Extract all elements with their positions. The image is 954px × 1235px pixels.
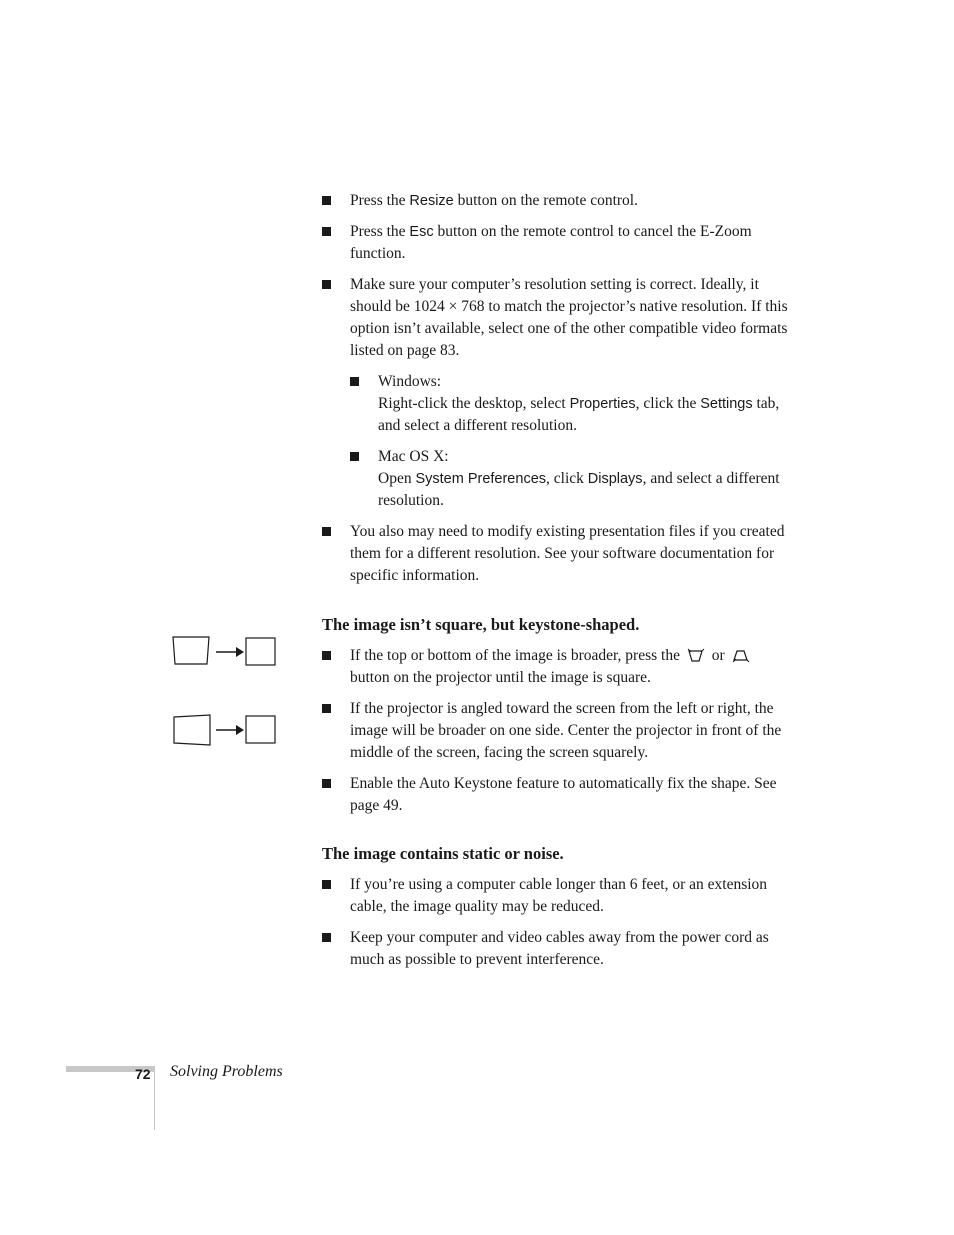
properties-label: Properties <box>569 396 636 412</box>
square-shape <box>246 716 275 743</box>
keystone-heading: The image isn’t square, but keystone-shaped. <box>322 615 640 634</box>
square-bullet-icon <box>322 196 331 205</box>
square-shape <box>246 638 275 665</box>
square-bullet-icon <box>322 227 331 236</box>
keystone-list <box>322 645 792 817</box>
square-bullet-icon <box>322 880 331 889</box>
list-item: If you’re using a computer cable longer than 6 feet, or an extension cable, the image quality may be reduced. <box>322 874 792 918</box>
square-bullet-icon <box>350 377 359 386</box>
list-item: Keep your computer and video cables away from the power cord as much as possible to prevent interference. <box>322 927 792 971</box>
noise-list <box>322 874 792 971</box>
list-item: Press the Resize button on the remote control. <box>322 190 792 212</box>
resize-button-label: Resize <box>409 193 454 209</box>
page-number: 72 <box>135 1066 151 1082</box>
square-bullet-icon <box>322 527 331 536</box>
square-bullet-icon <box>322 779 331 788</box>
windows-title: Windows: <box>378 373 442 390</box>
list-item: If the top or bottom of the image is broader, press the or button on the projector until the image is square. <box>322 645 792 689</box>
keystone-top-icon <box>687 648 705 663</box>
list-item: Enable the Auto Keystone feature to automatically fix the shape. See page 49. <box>322 773 792 817</box>
keystone-vertical-diagram <box>172 636 278 668</box>
keystone-shape <box>174 715 210 745</box>
square-bullet-icon <box>350 452 359 461</box>
resolution-list <box>322 190 792 587</box>
noise-heading: The image contains static or noise. <box>322 844 564 863</box>
keystone-horizontal-diagram <box>172 714 278 748</box>
keystone-bottom-icon <box>732 648 750 663</box>
mac-title: Mac OS X: <box>378 448 449 465</box>
right-arrow-head <box>236 725 244 735</box>
section-title: Solving Problems <box>170 1063 283 1080</box>
square-bullet-icon <box>322 651 331 660</box>
mac-subitem: Mac OS X: Open System Preferences, click Displays, and select a different resolution. <box>350 446 792 512</box>
keystone-shape <box>173 637 209 664</box>
square-bullet-icon <box>322 704 331 713</box>
list-item: You also may need to modify existing presentation files if you created them for a different resolution. See your software documentation for specific information. <box>322 521 792 587</box>
square-bullet-icon <box>322 280 331 289</box>
list-item: Press the Esc button on the remote control to cancel the E-Zoom function. <box>322 221 792 265</box>
displays-label: Displays <box>587 471 643 487</box>
list-item: Make sure your computer’s resolution setting is correct. Ideally, it should be 1024 × 768 to match the projector’s native resolution. If this option isn’t available, select one of the other compatible video formats listed on page 83. <box>322 274 792 362</box>
list-item: If the projector is angled toward the screen from the left or right, the image will be broader on one side. Center the projector in front of the middle of the screen, facing the screen squarely. <box>322 698 792 764</box>
square-bullet-icon <box>322 933 331 942</box>
esc-button-label: Esc <box>409 224 434 240</box>
windows-subitem: Windows: Right-click the desktop, select Properties, click the Settings tab, and select a different resolution. <box>350 371 792 437</box>
right-arrow-head <box>236 647 244 657</box>
system-preferences-label: System Preferences <box>415 471 547 487</box>
settings-label: Settings <box>700 396 753 412</box>
footer-rule <box>154 1066 155 1130</box>
